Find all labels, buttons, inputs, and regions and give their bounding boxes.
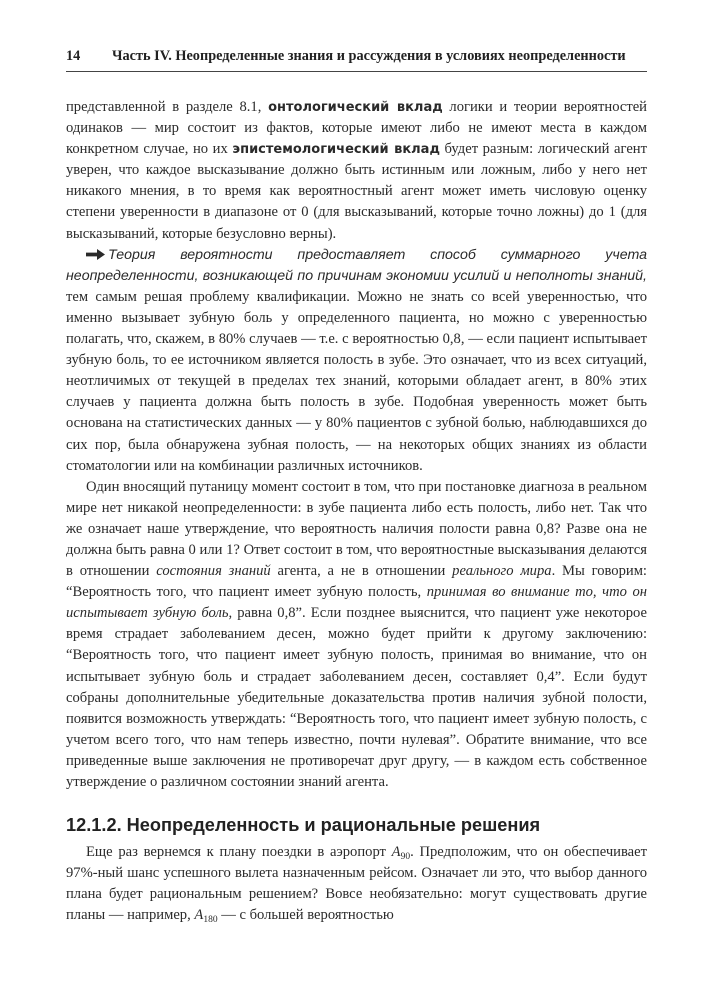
text-run: . Мы говорим: “Вероятность того, что пациент имеет зубную полость,	[66, 563, 647, 601]
text-run: Еще раз вернемся к плану поездки в аэропорт	[86, 844, 392, 861]
sidebar-note: Теория вероятности предоставляет способ суммарного учета неопределенности, возникающей по причинам экономии усилий и неполноты знаний,	[66, 246, 647, 284]
key-term-epistemological: эпистемологический вклад	[232, 142, 440, 158]
paragraph-2	[66, 245, 647, 477]
text-run: логики и теории вероятностей одинаков — мир состоит из фактов, которые имеют либо не имеют места в каждом конкретном случае, но их	[66, 99, 647, 158]
page-number: 14	[66, 48, 81, 64]
paragraph-4	[66, 842, 647, 926]
paragraph-3	[66, 477, 647, 793]
plan-subscript: 180	[203, 915, 218, 926]
emphasis-toothache: принимая во внимание то, что он испытывает зубную боль	[66, 584, 647, 622]
running-header	[66, 48, 647, 72]
paragraph-1	[66, 97, 647, 245]
emphasis-real-world: реального мира	[452, 563, 552, 580]
text-run: представленной в разделе 8.1,	[66, 99, 269, 115]
plan-subscript: 90	[400, 852, 411, 863]
plan-variable: A	[194, 907, 204, 924]
plan-variable: A	[391, 844, 401, 861]
text-run: Один вносящий путаницу момент состоит в том, что при постановке диагноза в реальном мире нет никакой неопределенности: в зубе пациента либо есть полость, либо нет. Так что же означает наше утверждение, что вероятность наличия полости равна 0,8? Разве она не должна быть равна 0 или 1? Ответ состоит в том, что вероятностные высказывания делаются в отношении	[66, 478, 647, 580]
margin-arrow-icon	[86, 245, 108, 266]
running-title: Часть IV. Неопределенные знания и рассуждения в условиях неопределенности	[112, 48, 626, 64]
text-run: — с большей вероятностью	[217, 907, 394, 924]
text-run: тем самым решая проблему квалификации. Можно не знать со всей уверенностью, что именно вызывает зубную боль у определенного пациента, но можно с уверенностью полагать, что, скажем, в 80% случаев — т.е. с вероятностью 0,8, — если пациент испытывает зубную боль, то ее источником является полость в зубе. Это означает, что из всех ситуаций, неотличимых от текущей в пределах тех знаний, которыми обладает агент, в 80% этих случаев у пациента должна быть полость в зубе. Подобная уверенность может быть основана на статистических данных — у 80% пациентов с зубной болью, наблюдавшихся до сих пор, была обнаружена зубная полость, — на некоторых общих знаниях из области стоматологии или на комбинации различных источников.	[66, 288, 647, 474]
text-run: . Предположим, что он обеспечивает 97%-ный шанс успешного вылета назначенным рейсом. Означает ли это, что выбор данного плана будет рациональным решением? Вовсе необязательно: могут существовать другие планы — например,	[66, 844, 648, 924]
body-text	[66, 97, 647, 926]
text-run: будет разным: логический агент уверен, что каждое высказывание должно быть истинным или ложным, либо у него нет никакого мнения, в то время как вероятностный агент может иметь числовую оценку степени уверенности в диапазоне от 0 (для высказываний, которые точно ложны) до 1 (для высказываний, которые безусловно верны).	[66, 141, 647, 242]
emphasis-knowledge-state: состояния знаний	[156, 563, 271, 580]
section-heading: 12.1.2. Неопределенность и рациональные решения	[66, 815, 541, 836]
text-run: , равна 0,8”. Если позднее выяснится, что пациент уже некоторое время страдает заболеванием десен, можно будет прийти к другому заключению: “Вероятность того, что пациент имеет зубную полость, принимая во внимание, что он испытывает зубную боль и страдает заболеванием десен, составляет 0,4”. Если будут собраны дополнительные убедительные доказательства против наличия зубной полости, появится возможность утверждать: “Вероятность того, что пациент имеет зубную полость, с учетом всего того, что нам теперь известно, почти нулевая”. Обратите внимание, что все приведенные выше заключения не противоречат друг другу, — в каждом есть собственное утверждение о различном состоянии знаний агента.	[66, 605, 647, 790]
text-run: агента, а не в отношении	[270, 563, 453, 580]
key-term-ontological: онтологический вклад	[268, 100, 443, 115]
